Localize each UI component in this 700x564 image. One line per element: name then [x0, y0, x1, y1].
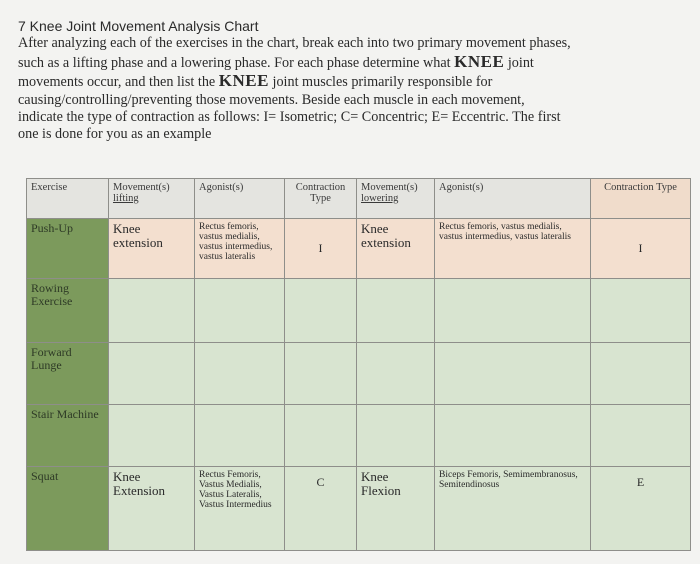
lift-agonists-cell[interactable] — [195, 343, 285, 405]
lift-movement-cell[interactable] — [109, 279, 195, 343]
lower-agonists-cell[interactable]: Rectus femoris, vastus medialis, vastus intermedius, vastus lateralis — [435, 219, 591, 279]
exercise-cell: Stair Machine — [27, 405, 109, 467]
lower-contraction-cell[interactable] — [591, 405, 691, 467]
instruction-line-4: causing/controlling/preventing those movements. Beside each muscle in each movement, — [18, 91, 525, 108]
lift-agonists-cell[interactable] — [195, 405, 285, 467]
lift-agonists-cell[interactable]: Rectus femoris, vastus medialis, vastus intermedius, vastus lateralis — [195, 219, 285, 279]
exercise-cell: Rowing Exercise — [27, 279, 109, 343]
instruction-line-1: After analyzing each of the exercises in the chart, break each into two primary movement phases, — [18, 35, 571, 52]
table-row — [27, 343, 691, 405]
lift-contraction-cell[interactable]: C — [285, 467, 357, 551]
lower-agonists-cell[interactable] — [435, 343, 591, 405]
lower-movement-cell[interactable]: Knee Flexion — [357, 467, 435, 551]
lift-movement-cell[interactable] — [109, 343, 195, 405]
lift-contraction-cell[interactable] — [285, 405, 357, 467]
lower-contraction-cell[interactable] — [591, 343, 691, 405]
lift-movement-cell[interactable]: Knee extension — [109, 219, 195, 279]
lower-contraction-cell[interactable]: E — [591, 467, 691, 551]
lift-movement-cell[interactable]: Knee Extension — [109, 467, 195, 551]
lower-movement-cell[interactable] — [357, 279, 435, 343]
lift-contraction-cell[interactable]: I — [285, 219, 357, 279]
lower-movement-cell[interactable] — [357, 343, 435, 405]
chart-title: 7 Knee Joint Movement Analysis Chart — [18, 18, 259, 34]
table-row — [27, 405, 691, 467]
knee-emphasis: KNEE — [218, 71, 269, 91]
lift-agonists-cell[interactable] — [195, 279, 285, 343]
header-movement-lifting: Movement(s) lifting — [109, 179, 195, 219]
table-row — [27, 219, 691, 279]
lower-movement-cell[interactable]: Knee extension — [357, 219, 435, 279]
instruction-line-2: such as a lifting phase and a lowering phase. For each phase determine what KNEE joint — [18, 51, 534, 71]
lower-movement-cell[interactable] — [357, 405, 435, 467]
movement-analysis-table — [26, 178, 690, 550]
lower-agonists-cell[interactable] — [435, 405, 591, 467]
lift-agonists-cell[interactable]: Rectus Femoris, Vastus Medialis, Vastus Lateralis, Vastus Intermedius — [195, 467, 285, 551]
lower-contraction-cell[interactable] — [591, 279, 691, 343]
header-contraction-lowering: Contraction Type — [591, 179, 691, 219]
instruction-line-6: one is done for you as an example — [18, 126, 212, 143]
header-row — [27, 179, 691, 219]
lower-agonists-cell[interactable]: Biceps Femoris, Semimembranosus, Semitendinosus — [435, 467, 591, 551]
table-row — [27, 467, 691, 551]
lift-contraction-cell[interactable] — [285, 343, 357, 405]
knee-emphasis: KNEE — [454, 51, 505, 71]
instruction-line-3: movements occur, and then list the KNEE joint muscles primarily responsible for — [18, 71, 493, 91]
instructions — [18, 18, 678, 144]
exercise-cell: Squat — [27, 467, 109, 551]
lift-contraction-cell[interactable] — [285, 279, 357, 343]
header-contraction-lifting: Contraction Type — [285, 179, 357, 219]
instruction-line-5: indicate the type of contraction as follows: I= Isometric; C= Concentric; E= Eccentric. The first — [18, 109, 561, 126]
exercise-cell: Push-Up — [27, 219, 109, 279]
lower-contraction-cell[interactable]: I — [591, 219, 691, 279]
lower-agonists-cell[interactable] — [435, 279, 591, 343]
header-exercise: Exercise — [27, 179, 109, 219]
header-agonists-lowering: Agonist(s) — [435, 179, 591, 219]
header-agonists-lifting: Agonist(s) — [195, 179, 285, 219]
table-row — [27, 279, 691, 343]
header-movement-lowering: Movement(s) lowering — [357, 179, 435, 219]
lift-movement-cell[interactable] — [109, 405, 195, 467]
exercise-cell: Forward Lunge — [27, 343, 109, 405]
